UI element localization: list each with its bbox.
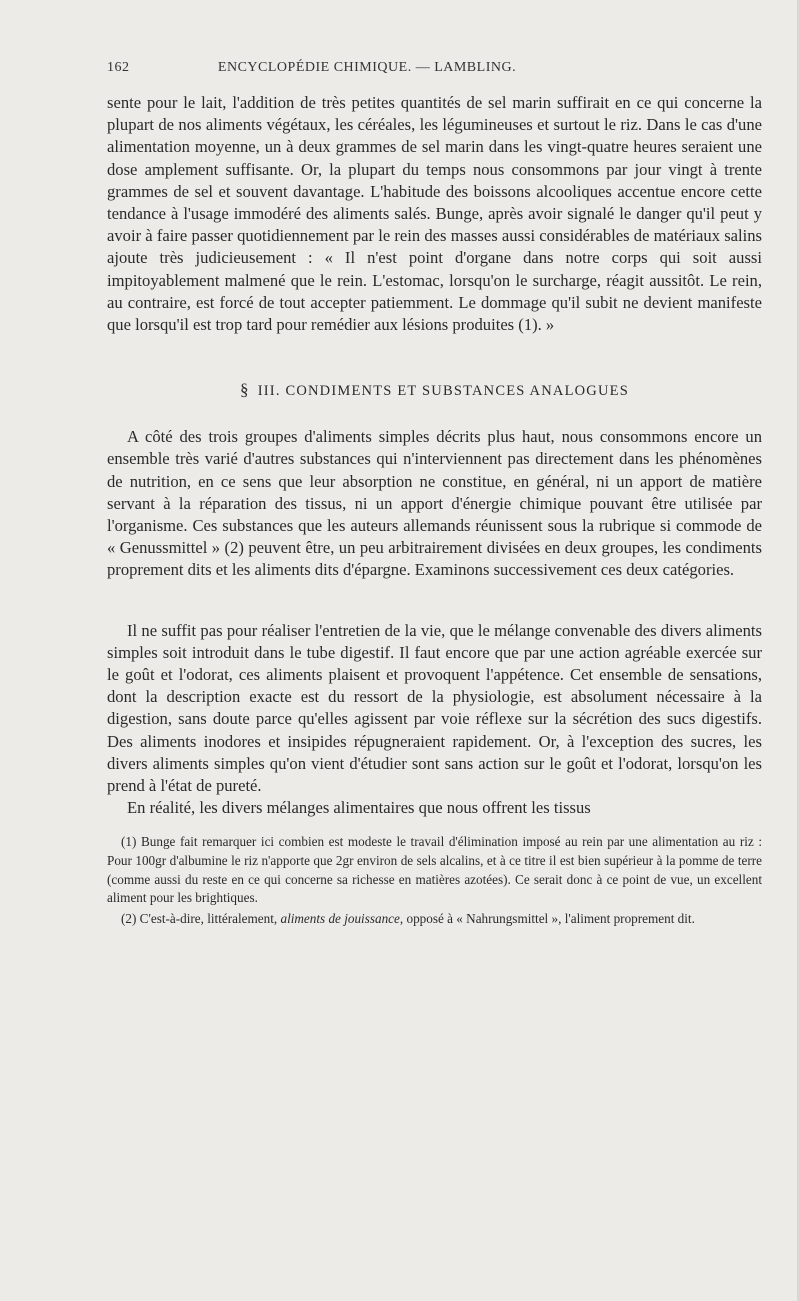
footnote-2	[107, 910, 762, 929]
paragraph-1: sente pour le lait, l'addition de très petites quantités de sel marin suffirait en ce qui concerne la plupart de nos aliments végétaux, les céréales, les légumineuses et surtout le riz. Dans le cas d'une alimentation moyenne, un à deux grammes de sel marin dans les vingt-quatre heures seraient une dose amplement suffisante. Or, la plupart du temps nous consommons par jour vingt à trente grammes de sel et souvent davantage. L'habitude des boissons alcooliques accentue encore cette tendance à l'usage immodéré des aliments salés. Bunge, après avoir signalé le danger qu'il peut y avoir à faire passer quotidiennement par le rein des masses aussi considérables de matériaux salins ajoute très judicieusement : « Il n'est point d'organe dans notre corps qui soit aussi impitoyablement malmené que le rein. L'estomac, lorsqu'on le surcharge, réagit aussitôt. Le rein, au contraire, est forcé de tout accepter patiemment. Le dommage qu'il subit ne devient manifeste que lorsqu'il est trop tard pour remédier aux lésions produites (1). »	[107, 93, 762, 335]
section-heading	[107, 380, 762, 400]
paragraph-3: Il ne suffit pas pour réaliser l'entretien de la vie, que le mélange convenable des divers aliments simples soit introduit dans le tube digestif. Il faut encore que par une action agréable exercée sur le goût et l'odorat, ces aliments plaisent et provoquent l'appétence. Cet ensemble de sensations, dont la description exacte est du ressort de la physiologie, est absolument nécessaire à la digestion, sans doute parce qu'elles agissent par voie réflexe sur la sécrétion des sucs digestifs. Des aliments inodores et insipides répugneraient rapidement. Or, à l'exception des sucres, les divers aliments simples qu'on vient d'étudier sont sans action sur le goût et l'odorat, lorsqu'on les prend à l'état de pureté.	[107, 620, 762, 796]
page-number: 162	[107, 60, 130, 75]
footnotes	[107, 833, 762, 928]
footnote-2-start: (2) C'est-à-dire, littéralement,	[121, 910, 278, 926]
running-head	[107, 60, 687, 76]
running-title: ENCYCLOPÉDIE CHIMIQUE. — LAMBLING.	[217, 60, 517, 75]
section-heading-text: III. CONDIMENTS ET SUBSTANCES ANALOGUES	[257, 383, 629, 400]
paragraph-4: En réalité, les divers mélanges alimentaires que nous offrent les tissus	[127, 798, 591, 818]
footnote-2-italic: aliments de jouissance	[280, 910, 400, 926]
paragraph-2: A côté des trois groupes d'aliments simples décrits plus haut, nous consommons encore un ensemble très varié d'autres substances qui n'interviennent pas directement dans les phénomènes de nutrition, en ce sens que leur absorption ne constitue, en général, ni un apport de matière servant à la réparation des tissus, ni un apport d'énergie chimique pouvant être utilisée par l'organisme. Ces substances que les auteurs allemands réunissent sous la rubrique si commode de « Genussmittel » (2) peuvent être, un peu arbitrairement divisées en deux groupes, les condiments proprement dits et les aliments dits d'épargne. Examinons successivement ces deux catégories.	[107, 427, 762, 580]
footnote-1: (1) Bunge fait remarquer ici combien est modeste le travail d'élimination imposé au rein par une alimentation au riz : Pour 100gr d'albumine le riz n'apporte que 2gr environ de sels alcalins, et à ce titre il est bien supérieur à la pomme de terre (comme aussi du reste en ce qui concerne sa richesse en matières azotées). Ce serait donc à ce point de vue, un excellent aliment pour les brightiques.	[107, 834, 762, 906]
section-symbol: §	[240, 380, 250, 400]
footnote-2-end: , opposé à « Nahrungsmittel », l'aliment proprement dit.	[399, 910, 695, 926]
